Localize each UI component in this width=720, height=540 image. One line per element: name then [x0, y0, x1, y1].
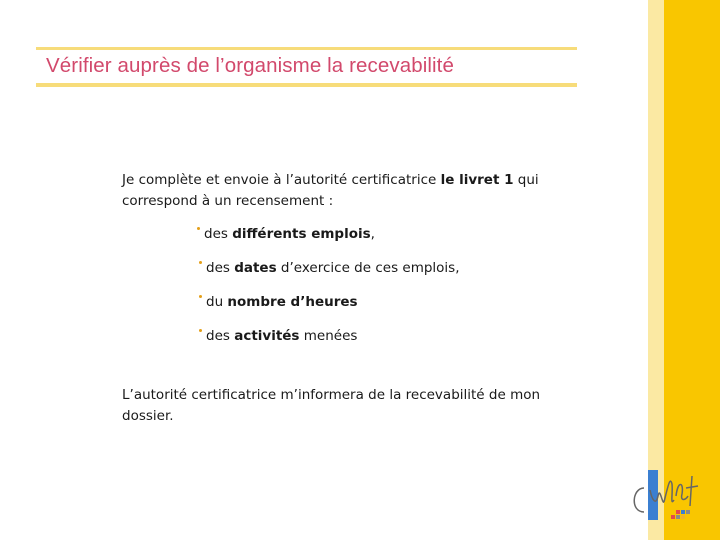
- bullet-text: des: [206, 260, 235, 276]
- bullet-text-bold: différents emplois: [232, 226, 371, 242]
- bullet-icon: [199, 329, 202, 332]
- intro-text-bold: le livret 1: [440, 172, 514, 188]
- cnfpt-logo: [628, 466, 708, 528]
- side-band-dark: [664, 0, 720, 540]
- intro-paragraph: [122, 170, 592, 212]
- bullet-text-bold: dates: [234, 260, 277, 276]
- bullet-text-bold: activités: [234, 328, 300, 344]
- bullet-text: d’exercice de ces emplois,: [276, 260, 460, 276]
- bullet-text: ,: [370, 226, 375, 242]
- intro-text-2: qui correspond à un recensement :: [122, 172, 539, 209]
- list-item: [197, 290, 460, 324]
- bullet-text: des: [206, 328, 235, 344]
- bullet-text: menées: [299, 328, 358, 344]
- bullet-text: des: [204, 226, 233, 242]
- bullet-list: [197, 222, 460, 358]
- list-item: [197, 256, 460, 290]
- slide-title: Vérifier auprès de l’organisme la recevabilité: [46, 54, 454, 77]
- bullet-text-bold: nombre d’heures: [227, 294, 358, 310]
- list-item: [197, 222, 460, 256]
- list-item: [197, 324, 460, 358]
- side-band-light: [648, 0, 664, 540]
- intro-text-1: Je complète et envoie à l’autorité certificatrice: [122, 172, 441, 188]
- bullet-icon: [199, 295, 202, 298]
- bullet-text: du: [206, 294, 228, 310]
- bullet-icon: [197, 227, 200, 230]
- outro-paragraph: L’autorité certificatrice m’informera de la recevabilité de mon dossier.: [122, 387, 541, 424]
- bullet-icon: [199, 261, 202, 264]
